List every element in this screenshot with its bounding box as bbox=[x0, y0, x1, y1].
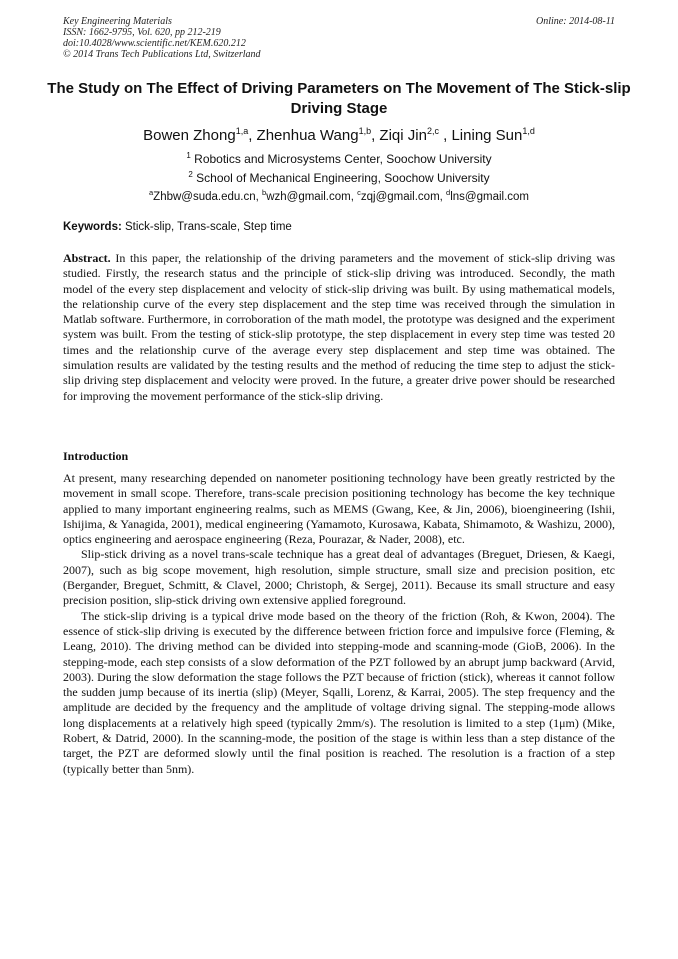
email-address: Zhbw@suda.edu.cn bbox=[153, 190, 256, 203]
online-date: Online: 2014-08-11 bbox=[536, 16, 615, 27]
author-name: Ziqi Jin bbox=[379, 127, 427, 144]
abstract-text: In this paper, the relationship of the driving parameters and the movement of stick-slip driving was studied. Firstly, the research status and the principle of stick-slip driving was introduced. Secondly, the math model of the every step displacement and velocity of stick-slip driving was built. By using mathematical models, the relationship curve of the every step displacement and the step time was received through the simulation in Matlab software. Furthermore, in corroboration of the math model, the prototype was designed and the experiment system was built. From the testing of stick-slip prototype, the step displacement in every step time was tested 20 times and the relationship curve of the average every step displacement and step time was obtained. The simulation results are validated by the testing results and the method of reducing the time step to adjust the stick-slip driving step displacement and velocity were proved. In the future, a greater drive power should be researched for improving the movement performance of the stick-slip driving. bbox=[63, 251, 615, 403]
keywords bbox=[63, 220, 615, 235]
email-address: wzh@gmail.com bbox=[266, 190, 351, 203]
keywords-text: Stick-slip, Trans-scale, Step time bbox=[121, 221, 292, 233]
email-separator: , bbox=[255, 190, 263, 203]
email-sup: c bbox=[357, 188, 361, 197]
author-name: Zhenhua Wang bbox=[256, 127, 359, 144]
email-sup: a bbox=[149, 188, 154, 197]
journal-name: Key Engineering Materials bbox=[63, 16, 172, 27]
email-address: lns@gmail.com bbox=[450, 190, 529, 203]
email-sup: d bbox=[446, 188, 451, 197]
email-list bbox=[40, 185, 638, 205]
affiliation-list bbox=[40, 148, 638, 186]
issn-line: ISSN: 1662-9795, Vol. 620, pp 212-219 bbox=[63, 27, 221, 38]
author-affil-sup: 1,b bbox=[358, 126, 372, 136]
abstract-section bbox=[63, 251, 615, 404]
body-paragraph: Slip-stick driving as a novel trans-scale technique has a great deal of advantages (Breguet, Driesen, & Kaegi, 2007), such as big scope movement, high resolution, simple structure, small size and precision position, etc (Bergander, Breguet, Schmitt, & Clavel, 2000; Christoph, & Sergej, 2011). Because its small structure and easy precision position, slip-stick driving own extensive applied foreground. bbox=[63, 547, 615, 608]
abstract-label: Abstract. bbox=[63, 251, 111, 265]
abstract-paragraph bbox=[63, 251, 615, 404]
doi-line: doi:10.4028/www.scientific.net/KEM.620.212 bbox=[63, 38, 246, 49]
copyright-line: © 2014 Trans Tech Publications Ltd, Switzerland bbox=[63, 49, 261, 60]
body-paragraph: The stick-slip driving is a typical drive mode based on the theory of the friction (Roh, & Kwon, 2004). The essence of stick-slip driving is executed by the difference between friction force and impulsive force (Fleming, & Leang, 2010). The driving method can be divided into stepping-mode and scanning-mode (GioB, 2006). In the stepping-mode, each step consists of a slow deformation of the PZT followed by an abrupt jump backward (Arvid, 2003). During the slow deformation the stage follows the PZT because of friction (stick), whereas it cannot follow the sudden jump because of its inertia (slip) (Meyer, Sqalli, Lorenz, & Karrai, 2005). The step frequency and the amplitude are decided by the frequency and the amplitude of voltage driving signal. The stepping-mode allows long displacements at a relatively high speed (typically 2mm/s). The resolution is limited to a step (1μm) (Mike, Robert, & Datrid, 2000). In the scanning-mode, the position of the stage is within less than a step distance of the target, the PZT are deformed slowly until the final position is reached. The resolution is a fraction of a step (typically better than 5nm). bbox=[63, 608, 615, 776]
introduction-section bbox=[63, 471, 615, 777]
author-separator: , bbox=[371, 127, 380, 144]
email-separator: , bbox=[350, 190, 358, 203]
affiliation-sup: 1 bbox=[186, 151, 191, 160]
author-affil-sup: 1,a bbox=[235, 126, 249, 136]
email-sup: b bbox=[262, 188, 267, 197]
keywords-label: Keywords: bbox=[63, 221, 122, 233]
section-heading-introduction: Introduction bbox=[63, 449, 129, 463]
author-list bbox=[40, 121, 638, 146]
affiliation-sup: 2 bbox=[188, 170, 193, 179]
email-address: zqj@gmail.com bbox=[360, 190, 440, 203]
author-affil-sup: 2,c bbox=[426, 126, 439, 136]
author-name: Bowen Zhong bbox=[143, 127, 236, 144]
author-separator: , bbox=[438, 127, 452, 144]
author-name: Lining Sun bbox=[451, 127, 523, 144]
affiliation bbox=[40, 167, 638, 186]
body-paragraph: At present, many researching depended on nanometer positioning technology have been greatly restricted by the movement in small scope. Therefore, trans-scale precision positioning technology has become the key technique applied to many important engineering realms, such as MEMS (Gwang, Kee, & Jin, 2006), bioengineering (Ishii, Ishijima, & Yanagida, 2001), medical engineering (Yamamoto, Kurosawa, Kabata, Shimamoto, & Washizu, 2000), optics engineering and aerospace engineering (Reza, Pourazar, & Nader, 2008), etc. bbox=[63, 471, 615, 547]
journal-header bbox=[63, 16, 615, 60]
affiliation-text: Robotics and Microsystems Center, Soochow University bbox=[190, 152, 492, 166]
affiliation bbox=[40, 148, 638, 167]
affiliation-text: School of Mechanical Engineering, Soochow University bbox=[192, 171, 490, 185]
author-affil-sup: 1,d bbox=[522, 126, 535, 136]
author-separator: , bbox=[248, 127, 257, 144]
paper-title: The Study on The Effect of Driving Parameters on The Movement of The Stick-slip Driving Stage bbox=[47, 80, 631, 117]
email-separator: , bbox=[439, 190, 447, 203]
